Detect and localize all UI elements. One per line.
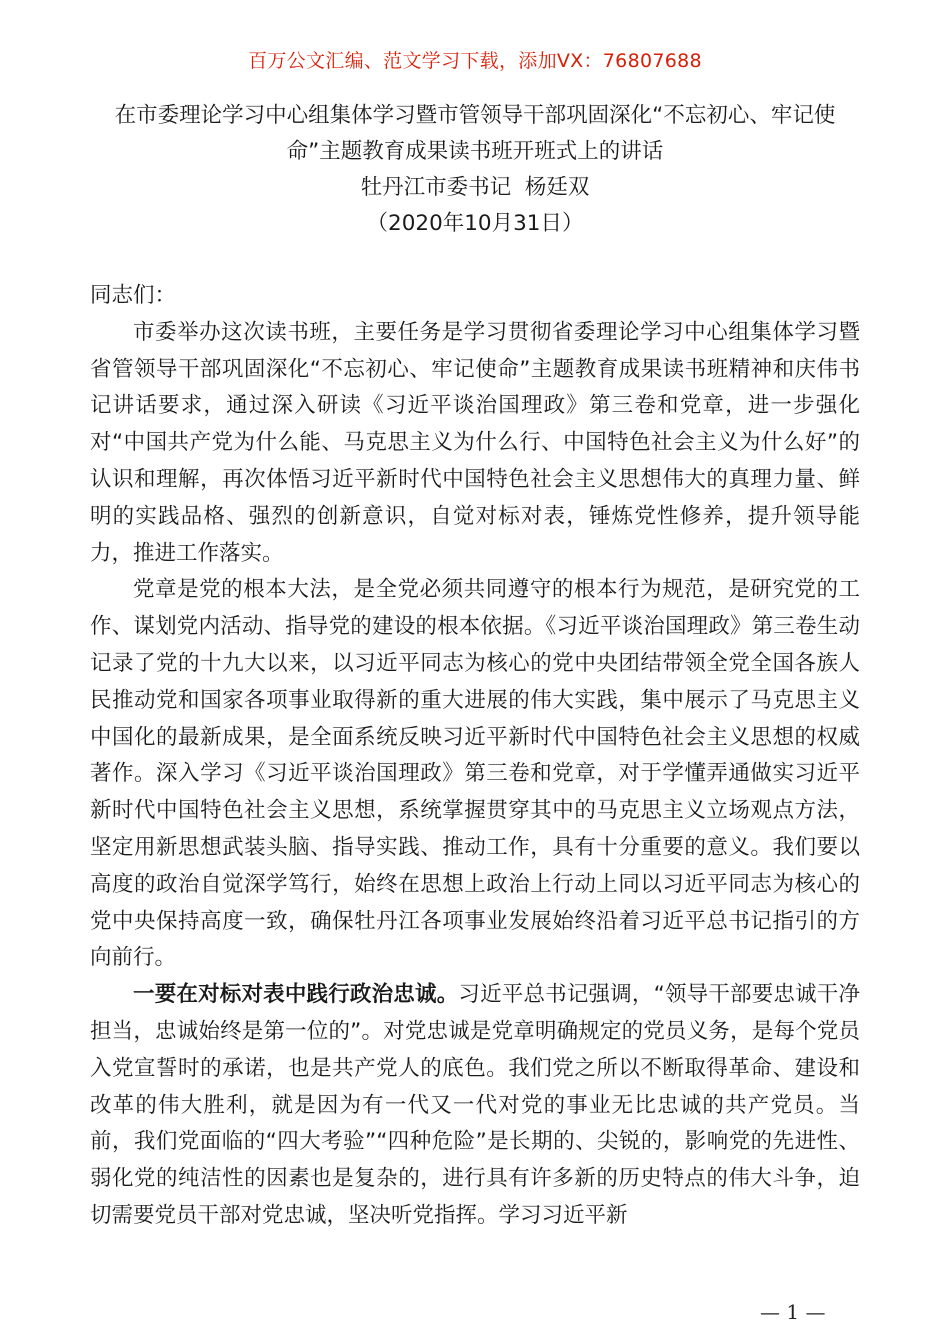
title-line-1: 在市委理论学习中心组集体学习暨市管领导干部巩固深化“不忘初心、牢记使 [114,103,836,128]
salutation: 同志们： [90,283,177,308]
paragraph-3-lead: 一要在对标对表中践行政治忠诚。 [133,982,459,1008]
paragraph-3-text: 习近平总书记强调，“领导干部要忠诚干净担当，忠诚始终是第一位的”。对党忠诚是党章明确规定的党员义务，是每个党员入党宣誓时的承诺，也是共产党人的底色。我们党之所以不断取得革命、建设和改革的伟大胜利，就是因为有一代又一代对党的事业无比忠诚的共产党员。当前，我们党面临的“四大考验”“四种危险”是长期的、尖锐的，影响党的先进性、弱化党的纯洁性的因素也是复杂的，进行具有许多新的历史特点的伟大斗争，迫切需要党员干部对党忠诚，坚决听党指挥。学习习近平新 [90,982,860,1228]
author-line: 牡丹江市委书记 杨廷双 [360,175,590,200]
title-line-2: 命”主题教育成果读书班开班式上的讲话 [286,139,664,164]
document-title-block [90,98,860,242]
header-banner: 百万公文汇编、范文学习下载，添加VX：76807688 [248,50,702,72]
page-number: — 1 — [760,1300,826,1324]
paragraph-3 [90,977,860,1235]
document-body [90,278,860,1235]
paragraph-2: 党章是党的根本大法，是全党必须共同遵守的根本行为规范，是研究党的工作、谋划党内活动、指导党的建设的根本依据。《习近平谈治国理政》第三卷生动记录了党的十九大以来，以习近平同志为核心的党中央团结带领全党全国各族人民推动党和国家各项事业取得新的重大进展的伟大实践，集中展示了马克思主义中国化的最新成果，是全面系统反映习近平新时代中国特色社会主义思想的权威著作。深入学习《习近平谈治国理政》第三卷和党章，对于学懂弄通做实习近平新时代中国特色社会主义思想，系统掌握贯穿其中的马克思主义立场观点方法，坚定用新思想武装头脑、指导实践、推动工作，具有十分重要的意义。我们要以高度的政治自觉深学笃行，始终在思想上政治上行动上同以习近平同志为核心的党中央保持高度一致，确保牡丹江各项事业发展始终沿着习近平总书记指引的方向前行。 [90,577,860,971]
date-line: （2020年10月31日） [366,211,584,236]
paragraph-1: 市委举办这次读书班，主要任务是学习贯彻省委理论学习中心组集体学习暨省管领导干部巩固深化“不忘初心、牢记使命”主题教育成果读书班精神和庆伟书记讲话要求，通过深入研读《习近平谈治国理政》第三卷和党章，进一步强化对“中国共产党为什么能、马克思主义为什么行、中国特色社会主义为什么好”的认识和理解，再次体悟习近平新时代中国特色社会主义思想伟大的真理力量、鲜明的实践品格、强烈的创新意识，自觉对标对表，锤炼党性修养，提升领导能力，推进工作落实。 [90,319,860,566]
